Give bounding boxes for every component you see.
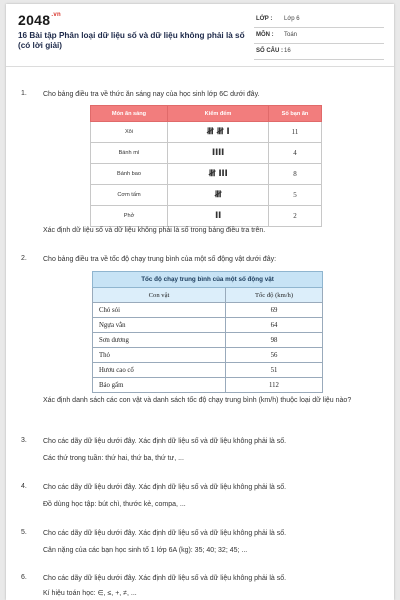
breakfast-table	[90, 105, 322, 227]
question-text: Cho các dãy dữ liệu dưới đây. Xác định dữ liệu số và dữ liệu không phải là số.	[43, 438, 287, 445]
table-row	[93, 363, 323, 378]
count-cell: 2	[269, 206, 322, 227]
document-header	[6, 4, 394, 67]
question-data-line: Cân nặng của các bạn học sinh tổ 1 lớp 6A (kg): 35; 40; 32; 45; ...	[43, 547, 248, 554]
meta-key: MÔN :	[256, 32, 274, 38]
table-header-row	[91, 106, 322, 122]
food-cell: Xôi	[91, 122, 168, 143]
count-cell: 8	[269, 164, 322, 185]
meta-row-subject	[254, 28, 384, 44]
count-cell: 4	[269, 143, 322, 164]
animal-speed-table	[92, 271, 323, 393]
table-row	[91, 143, 322, 164]
logo-suffix: .vn	[51, 12, 61, 18]
tally-cell: 𝍸 III	[168, 164, 269, 185]
question-number: 3.	[21, 437, 27, 444]
speed-cell: 64	[226, 318, 323, 333]
table-row	[91, 122, 322, 143]
tally-cell: 𝍸	[168, 185, 269, 206]
question-data-line: Các thứ trong tuần: thứ hai, thứ ba, thứ tư, ...	[43, 455, 184, 462]
table-header-row	[93, 288, 323, 303]
question-number: 4.	[21, 483, 27, 490]
document-title: 16 Bài tập Phân loại dữ liệu số và dữ liệu không phải là số (có lời giải)	[18, 31, 245, 50]
question-text: Cho các dãy dữ liệu dưới đây. Xác định dữ liệu số và dữ liệu không phải là số.	[43, 530, 287, 537]
speed-cell: 56	[226, 348, 323, 363]
document-page	[6, 4, 394, 600]
column-header: Tốc độ (km/h)	[226, 288, 323, 303]
question-text: Cho bảng điều tra về tốc độ chạy trung bình của một số động vật dưới đây:	[43, 256, 277, 263]
table-row	[93, 348, 323, 363]
question-text: Cho các dãy dữ liệu dưới đây. Xác định dữ liệu số và dữ liệu không phải là số.	[43, 484, 287, 491]
meta-value: 16	[284, 48, 291, 54]
count-cell: 5	[269, 185, 322, 206]
speed-cell: 69	[226, 303, 323, 318]
question-data-line: Kí hiệu toán học: ∈, ≤, +, ≠, ...	[43, 590, 137, 597]
question-number: 2.	[21, 255, 27, 262]
table-row	[91, 164, 322, 185]
table-row	[93, 303, 323, 318]
table-row	[91, 206, 322, 227]
question-followup: Xác định dữ liệu số và dữ liệu không phải là số trong bảng điều tra trên.	[43, 227, 266, 234]
meta-value: Lớp 6	[284, 16, 300, 22]
meta-key: LỚP :	[256, 16, 273, 22]
tally-cell: 𝍸 𝍸 I	[168, 122, 269, 143]
meta-key: SỐ CÂU :	[256, 48, 283, 54]
table-row	[91, 185, 322, 206]
table-caption: Tốc độ chạy trung bình của một số động vật	[93, 272, 323, 288]
question-number: 6.	[21, 574, 27, 581]
site-logo[interactable]	[18, 12, 61, 28]
animal-cell: Thỏ	[93, 348, 226, 363]
animal-cell: Sơn dương	[93, 333, 226, 348]
question-number: 5.	[21, 529, 27, 536]
logo-text: 2048	[18, 12, 51, 28]
speed-cell: 98	[226, 333, 323, 348]
count-cell: 11	[269, 122, 322, 143]
question-followup: Xác định danh sách các con vật và danh sách tốc độ chạy trung bình (km/h) thuộc loại dữ liệu nào?	[43, 397, 352, 404]
animal-cell: Hươu cao cổ	[93, 363, 226, 378]
speed-cell: 51	[226, 363, 323, 378]
food-cell: Phở	[91, 206, 168, 227]
question-number: 1.	[21, 90, 27, 97]
table-row	[93, 318, 323, 333]
column-header: Kiểm đếm	[168, 106, 269, 122]
tally-cell: IIII	[168, 143, 269, 164]
tally-cell: II	[168, 206, 269, 227]
food-cell: Bánh bao	[91, 164, 168, 185]
table-row	[93, 378, 323, 393]
animal-cell: Ngựa vằn	[93, 318, 226, 333]
speed-cell: 112	[226, 378, 323, 393]
meta-value: Toán	[284, 32, 298, 38]
animal-cell: Chó sói	[93, 303, 226, 318]
column-header: Món ăn sáng	[91, 106, 168, 122]
question-text: Cho các dãy dữ liệu dưới đây. Xác định dữ liệu số và dữ liệu không phải là số.	[43, 575, 287, 582]
meta-row-count	[254, 44, 384, 60]
animal-cell: Báo gấm	[93, 378, 226, 393]
food-cell: Cơm tấm	[91, 185, 168, 206]
table-caption-row	[93, 272, 323, 288]
column-header: Số bạn ăn	[269, 106, 322, 122]
table-row	[93, 333, 323, 348]
meta-box	[254, 12, 384, 60]
column-header: Con vật	[93, 288, 226, 303]
question-text: Cho bảng điều tra về thức ăn sáng nay của học sinh lớp 6C dưới đây.	[43, 91, 260, 98]
question-data-line: Đồ dùng học tập: bút chì, thước kẻ, compa, ...	[43, 501, 186, 508]
food-cell: Bánh mì	[91, 143, 168, 164]
meta-row-grade	[254, 12, 384, 28]
